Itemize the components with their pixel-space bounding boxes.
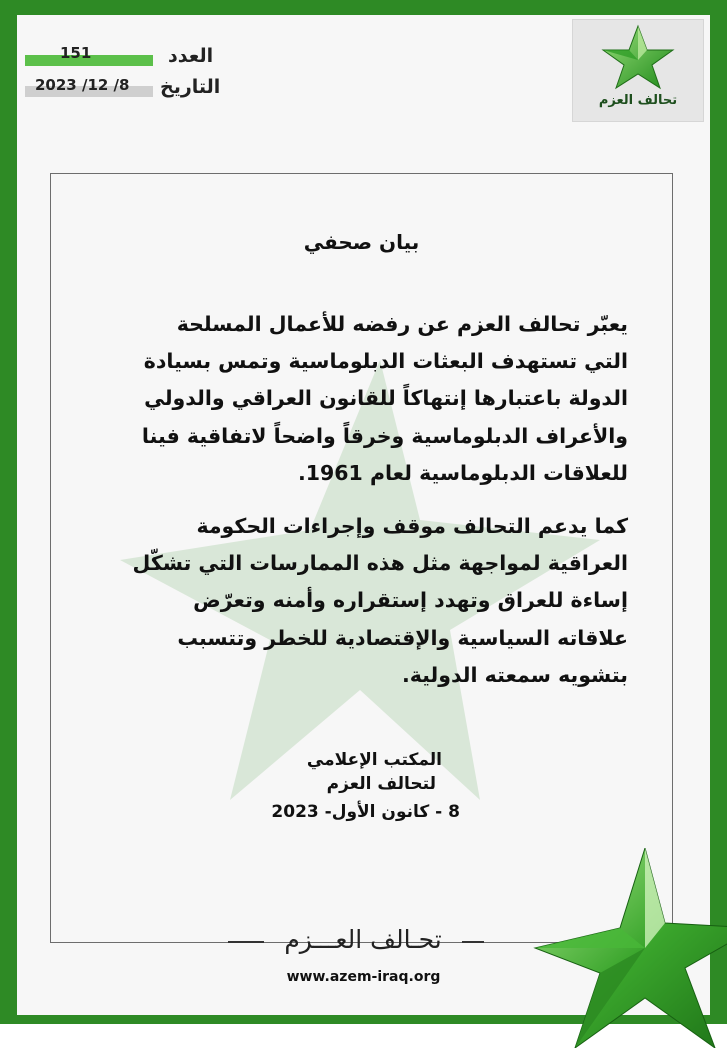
paragraph-line: الدولة باعتبارها إنتهاكاً للقانون العراقي والدولي	[144, 386, 628, 411]
paragraph-line: يعبّر تحالف العزم عن رفضه للأعمال المسلحة	[176, 312, 628, 336]
signature-block	[250, 748, 460, 824]
paragraph-line: والأعراف الدبلوماسية وخرقاً واضحاً لاتفاقية فينا	[141, 423, 628, 448]
footer-line-right	[462, 941, 484, 943]
document-title: بيان صحفي	[303, 230, 420, 254]
paragraph-line: كما يدعم التحالف موقف وإجراءات الحكومة	[196, 514, 628, 538]
number-value: 151	[60, 44, 92, 62]
signature-office: المكتب الإعلامي	[306, 750, 442, 770]
paragraph-line: علاقاته السياسية والإقتصادية للخطر وتتسبب	[177, 625, 628, 650]
paragraph-line: التي تستهدف البعثات الدبلوماسية وتمس بسيادة	[143, 349, 628, 374]
paragraph-line: العراقية لمواجهة مثل هذه الممارسات التي تشكّل	[132, 551, 628, 576]
date-value: 2023 /12 /8	[35, 76, 130, 94]
logo-caption: تحالف العزم	[598, 93, 678, 108]
green-star-icon	[573, 20, 703, 90]
signature-org: لتحالف العزم	[326, 774, 436, 794]
statement-paragraph-1	[98, 306, 628, 492]
signature-date: 8 - كانون الأول- 2023	[271, 802, 460, 822]
page-frame-left	[0, 0, 17, 1024]
date-label: التاريخ	[160, 76, 221, 98]
number-label: العدد	[168, 45, 214, 67]
paragraph-line: بتشويه سمعته الدولية.	[401, 662, 628, 687]
page-frame-top	[0, 0, 727, 15]
decorative-star-icon	[515, 848, 727, 1048]
logo-box	[572, 19, 704, 122]
footer-brand: تحـالف العـــزم	[284, 925, 442, 954]
statement-paragraph-2	[98, 508, 628, 694]
footer-website: www.azem-iraq.org	[286, 969, 441, 985]
paragraph-line: للعلاقات الدبلوماسية لعام 1961.	[297, 460, 628, 485]
paragraph-line: إساءة للعراق وتهدد إستقراره وأمنه وتعرّض	[193, 588, 628, 613]
